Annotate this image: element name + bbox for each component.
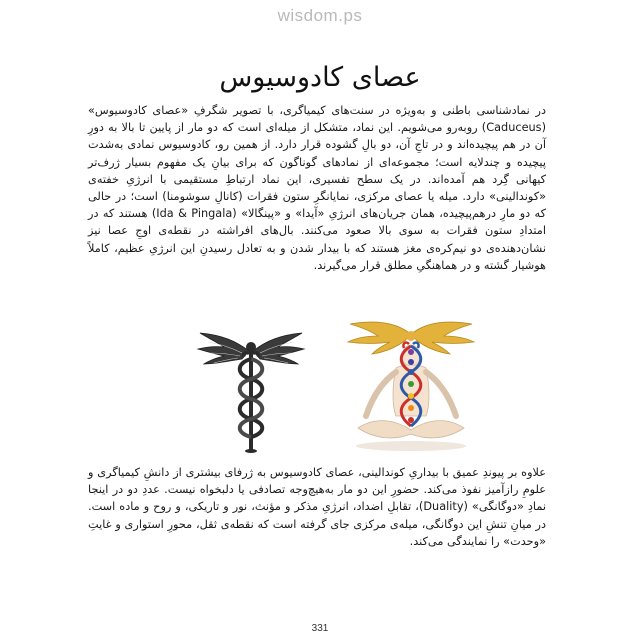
page-title: عصای کادوسیوس	[219, 62, 421, 93]
page-number: 331	[311, 623, 329, 634]
paragraph-duality: علاوه بر پیوندِ عمیق با بیداریِ کوندالینی، عصای کادوسیوس به ژرفای بیشتری از دانشِ کیمیاگری و علومِ رازآمیز نفوذ می‌کند. حضورِ این دو مار به‌هیچ‌وجه تصادفی یا دلبخواه نیست. عددِ دو در اینجا نمادِ «دوگانگی» (Duality)، تقابلِ اضداد، انرژیِ مذکر و مؤنث، نور و تاریکی، و روح و ماده است. در میانِ تنشِ این دوگانگی، میله‌ی مرکزی جای گرفته است که نقطه‌ی ثقل، محورِ استواری و غایتِ «وحدت» را نمایندگی می‌کند.	[88, 466, 547, 548]
caduceus-illustration	[192, 323, 310, 455]
kundalini-meditation-illustration	[336, 316, 486, 456]
book-page	[34, 40, 606, 634]
staff-knob	[246, 342, 256, 352]
crown-orb	[406, 331, 416, 341]
paragraph-intro: در نمادشناسی باطنی و به‌ویژه در سنت‌های کیمیاگری، با تصویر شگرفِ «عصای کادوسیوس» (Caduceus) روبه‌رو می‌شویم. این نماد، متشکل از میله‌ای است که دو مار از پایین تا بالا به دورِ آن در هم پیچیده‌اند و در تاجِ آن، دو بالِ گشوده قرار دارد. از همین رو، کادوسیوس نمادی به‌شدت پیچیده و چندلایه است؛ مجموعه‌ای از نمادهای گوناگون که برای بیانِ یک مفهوم بسیار ژرف‌تر کیهانی گِرد هم آمده‌اند. در یک سطح تفسیری، این نماد ارتباطِ مستقیمی با انرژیِ خفته‌ی «کوندالینی» دارد. میله یا عصای مرکزی، نمایانگرِ ستون فقرات (کانالِ سوشومنا) است؛ در حالی که دو مارِ درهم‌پیچیده، همان جریان‌های انرژیِ «آیدا» و «پینگالا» (Ida & Pingala) هستند که در امتدادِ ستون فقرات به سوی بالا صعود می‌کنند. بال‌های افراشته در نقطه‌ی اوجِ عصا نیز نشان‌دهنده‌ی دو نیم‌کره‌ی مغز هستند که با بیدار شدن و به تعادل رسیدنِ این انرژیِ عظیم، کاملاً هوشیار گشته و در هماهنگیِ مطلق قرار می‌گیرند.	[88, 104, 546, 272]
site-watermark: wisdom.ps	[277, 6, 363, 25]
